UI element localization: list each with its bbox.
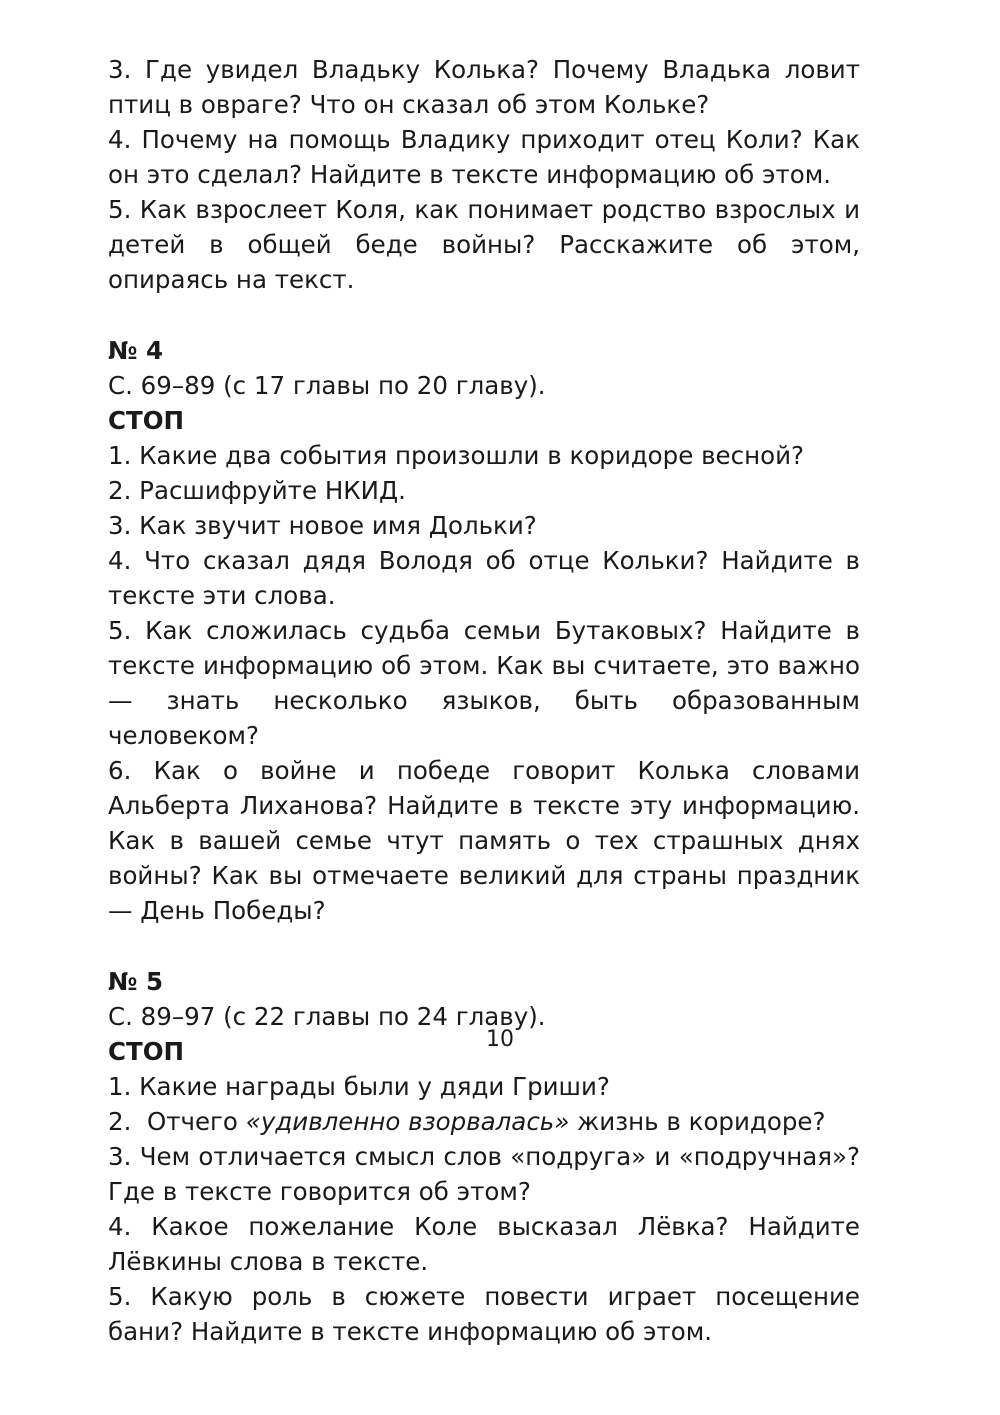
section-5-stop: СТОП [108, 1037, 185, 1066]
section-5-question-4: 4. Какое пожелание Коле высказал Лёвка? Найдите Лёвкины слова в тексте. [108, 1212, 860, 1276]
section-4-number: № 4 [108, 336, 164, 365]
section-gap [108, 928, 860, 964]
section-4-question-6: 6. Как о войне и победе говорит Колька словами Альберта Лиханова? Найдите в тексте эту информацию. Как в вашей семье чтут память о тех страшных днях войны? Как вы отмечаете великий для страны праздник — День Победы? [108, 756, 860, 925]
section-gap [108, 297, 860, 333]
section-4-question-2: 2. Расшифруйте НКИД. [108, 476, 406, 505]
question-2-suffix: жизнь в коридоре? [569, 1107, 826, 1136]
section-4-question-5: 5. Как сложилась судьба семьи Бутаковых? Найдите в тексте информацию об этом. Как вы считаете, это важно — знать несколько языков, быть образованным человеком? [108, 616, 860, 750]
section-5-number: № 5 [108, 967, 164, 996]
section-5-question-5: 5. Какую роль в сюжете повести играет посещение бани? Найдите в тексте информацию об этом. [108, 1282, 860, 1346]
section-5-question-2 [108, 1104, 860, 1139]
section-5-question-1: 1. Какие награды были у дяди Гриши? [108, 1072, 610, 1101]
question-5-top: 5. Как взрослеет Коля, как понимает родство взрослых и детей в общей беде войны? Расскажите об этом, опираясь на текст. [108, 195, 860, 294]
question-3-top: 3. Где увидел Владьку Колька? Почему Владька ловит птиц в овраге? Что он сказал об этом Кольке? [108, 55, 860, 119]
question-2-quote: «удивленно взорвалась» [245, 1107, 570, 1136]
section-4-question-1: 1. Какие два события произошли в коридоре весной? [108, 441, 805, 470]
section-4-question-3: 3. Как звучит новое имя Дольки? [108, 511, 537, 540]
question-4-top: 4. Почему на помощь Владику приходит отец Коли? Как он это сделал? Найдите в тексте информацию об этом. [108, 125, 860, 189]
section-5-question-3: 3. Чем отличается смысл слов «подруга» и «подручная»? Где в тексте говорится об этом? [108, 1142, 860, 1206]
page-content [108, 52, 860, 1349]
section-5-pages: С. 89–97 (с 22 главы по 24 главу). [108, 1002, 546, 1031]
section-4-pages: С. 69–89 (с 17 главы по 20 главу). [108, 371, 546, 400]
section-4-question-4: 4. Что сказал дядя Володя об отце Кольки? Найдите в тексте эти слова. [108, 546, 860, 610]
question-2-prefix: 2. Отчего [108, 1107, 246, 1136]
section-4-stop: СТОП [108, 406, 185, 435]
page-number: 10 [486, 1027, 514, 1052]
